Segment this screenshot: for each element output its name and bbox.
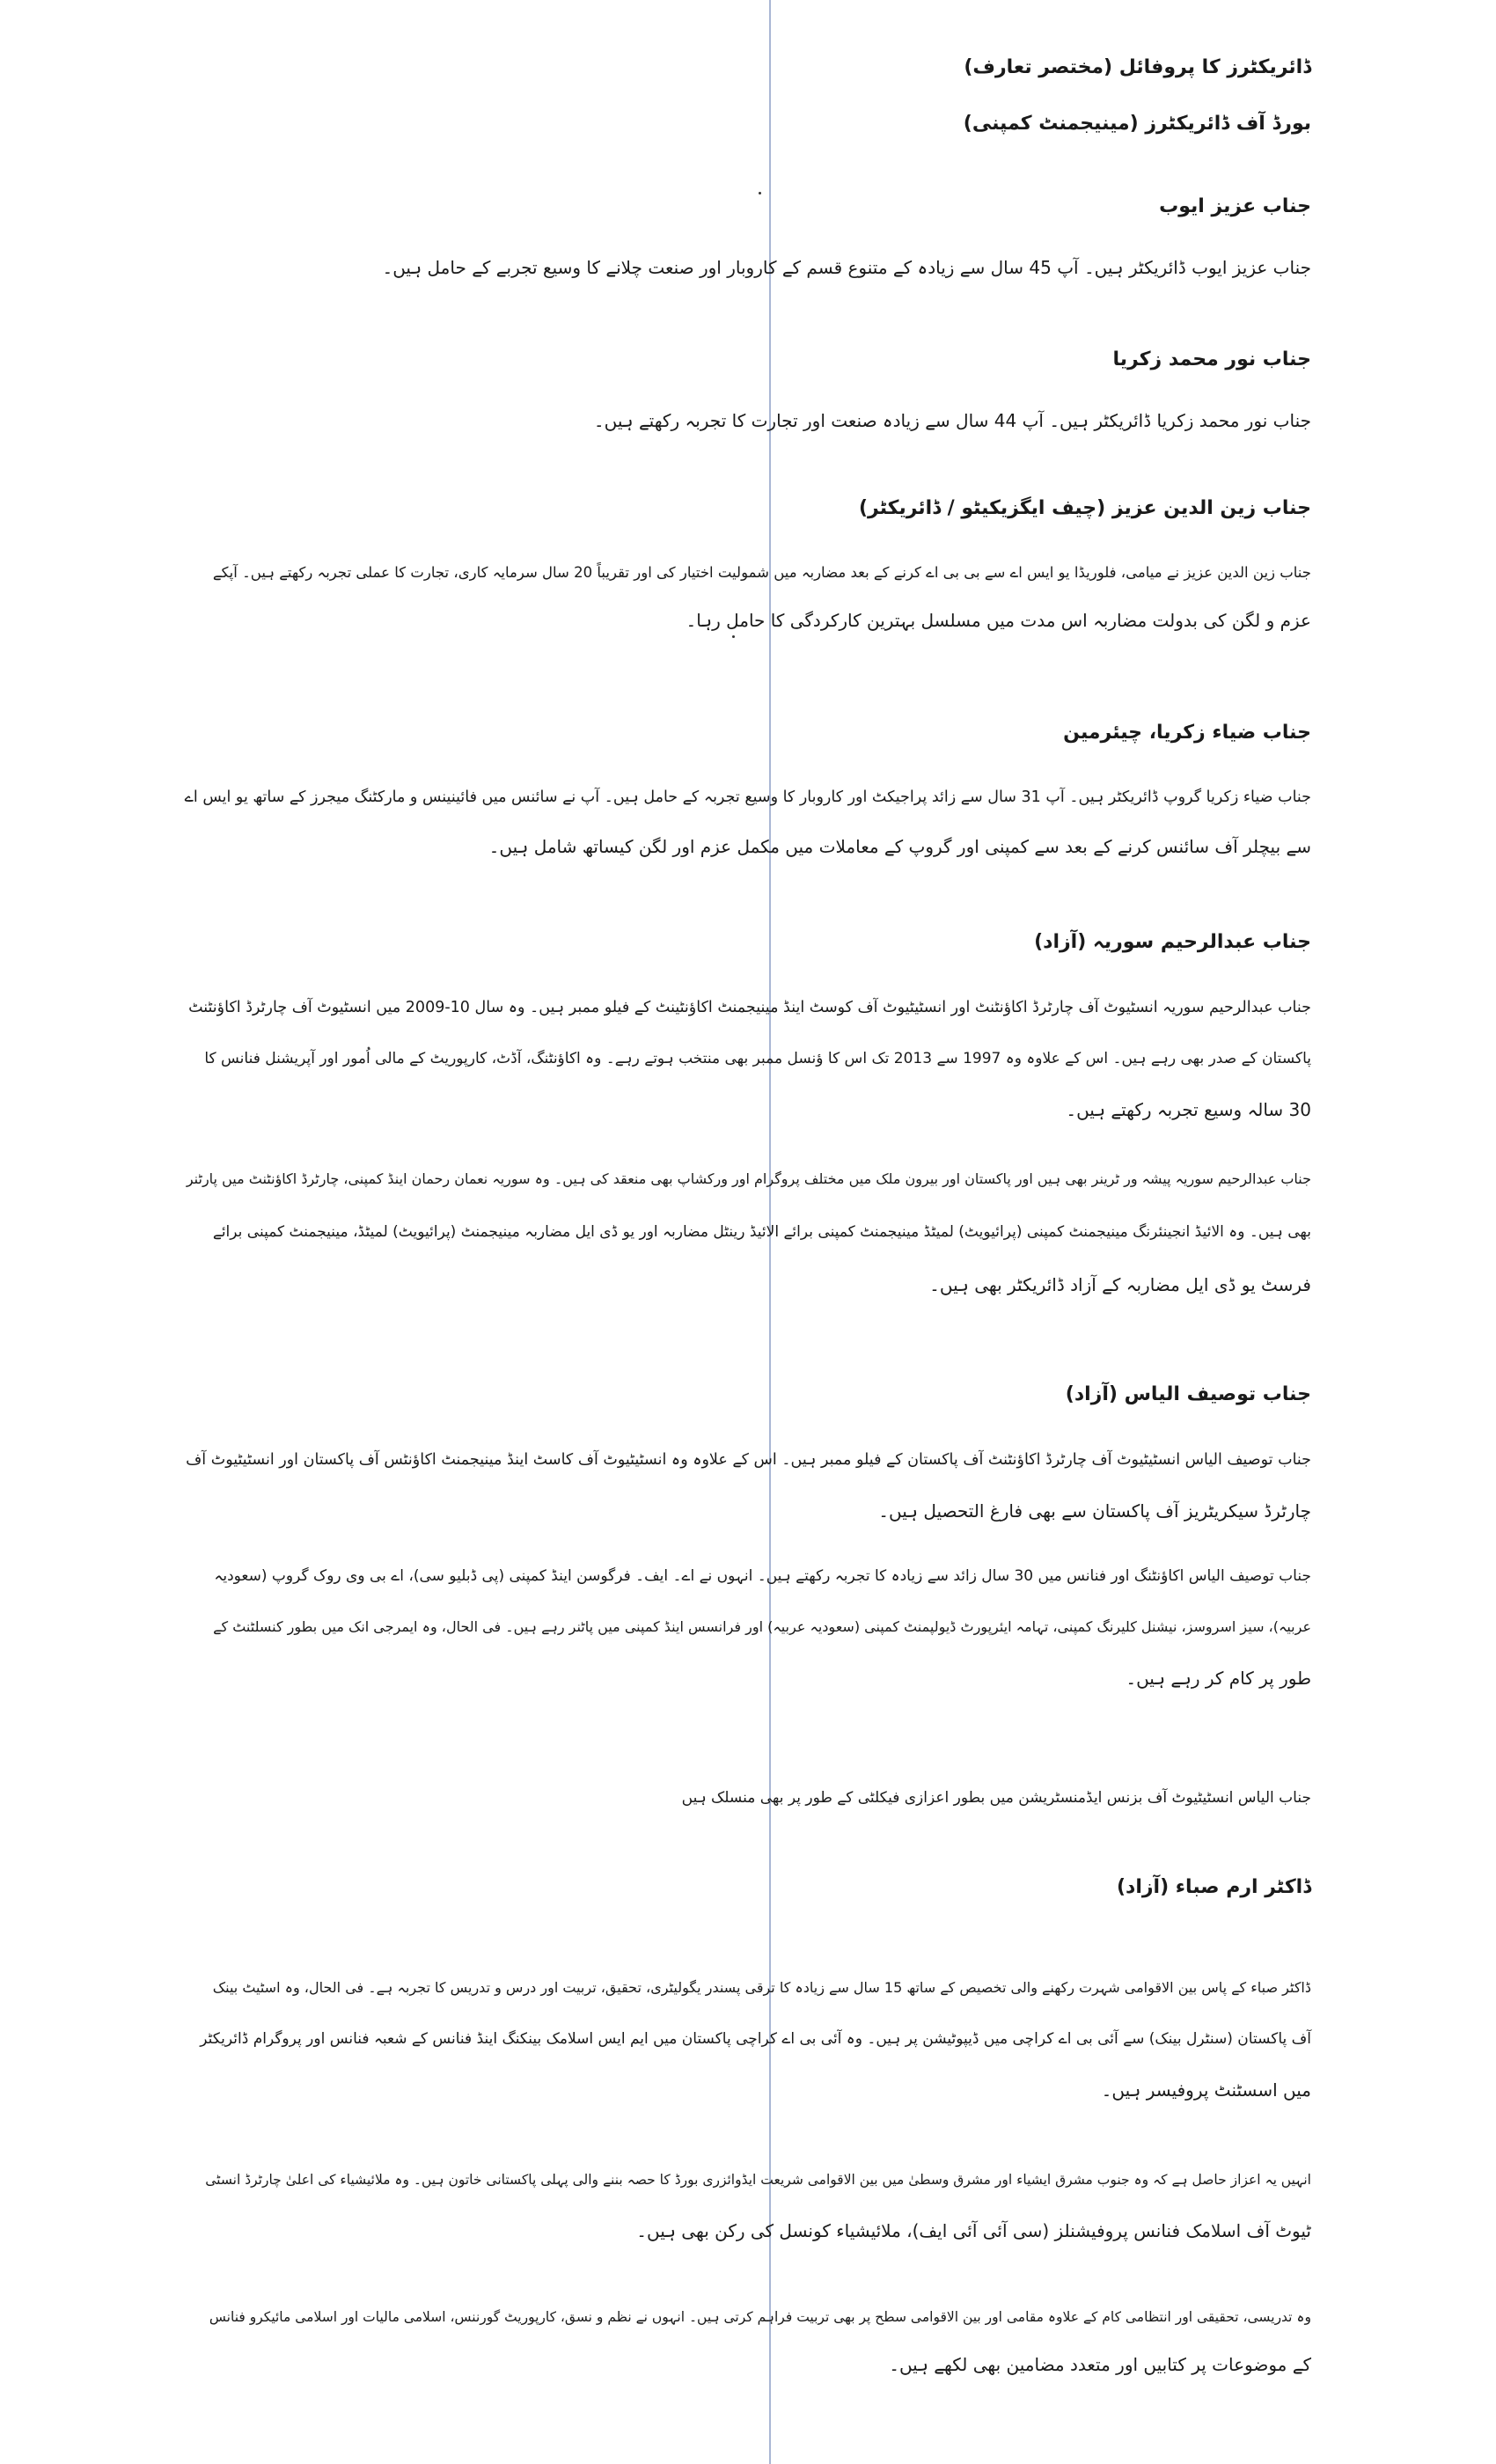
- zia-heading: جناب ضیاء زکریا، چیئرمین: [1063, 722, 1311, 744]
- saba-heading: ڈاکٹر ارم صباء (آزاد): [1117, 1876, 1311, 1898]
- rahim-line: جناب عبدالرحیم سوریہ پیشہ ور ٹرینر بھی ہیں اور پاکستان اور بیرون ملک میں مختلف پروگرام اور ورکشاپ بھی منعقد کی ہیں۔ وہ سوریہ نعمان رحمان اینڈ کمپنی، چارٹرڈ اکاؤنٹنٹ میں پارٹنر: [186, 1170, 1311, 1187]
- tauseef-line: طور پر کام کر رہے ہیں۔: [1126, 1668, 1311, 1689]
- saba-bio-2: [185, 2154, 1311, 2256]
- scan-speck: [759, 192, 761, 194]
- saba-line: کے موضوعات پر کتابیں اور متعدد مضامین بھی لکھے ہیں۔: [889, 2354, 1311, 2375]
- saba-line: وہ تدریسی، تحقیقی اور انتظامی کام کے علاوہ مقامی اور بین الاقوامی سطح پر بھی تربیت فراہم کرتی ہیں۔ انہوں نے نظم و نسق، کارپوریٹ گورننس، اسلامی مالیات اور اسلامی مائیکرو فنانس: [209, 2309, 1311, 2325]
- saba-bio-1: [185, 1962, 1311, 2116]
- rahim-bio-1: [185, 982, 1311, 1135]
- rahim-bio-2: [185, 1153, 1311, 1311]
- saba-line: انہیں یہ اعزاز حاصل ہے کہ وہ جنوب مشرق ایشیاء اور مشرق وسطیٰ میں بین الاقوامی شریعت ایڈوائزری بورڈ کا حصہ بننے والی پہلی پاکستانی خاتون ہیں۔ وہ ملائیشیاء کی اعلیٰ چارٹرڈ انسٹی: [205, 2172, 1311, 2188]
- rahim-heading: جناب عبدالرحیم سوریہ (آزاد): [1034, 931, 1311, 953]
- zain-bio: [185, 549, 1311, 644]
- rahim-line: جناب عبدالرحیم سوریہ انسٹیوٹ آف چارٹرڈ اکاؤنٹنٹ اور انسٹیٹیوٹ آف کوسٹ اینڈ مینیجمنٹ اکاؤنٹینٹ کے فیلو ممبر ہیں۔ وہ سال 10-2009 میں انسٹیوٹ آف چارٹرڈ اکاؤنٹنٹ: [188, 999, 1311, 1016]
- tauseef-line: چارٹرڈ سیکریٹریز آف پاکستان سے بھی فارغ التحصیل ہیں۔: [878, 1500, 1311, 1522]
- zain-line: جناب زین الدین عزیز نے میامی، فلوریڈا یو ایس اے سے بی بی اے کرنے کے بعد مضاربہ میں شمولیت اختیار کی اور تقریباً 20 سال سرمایہ کاری، تجارت کا عملی تجربہ رکھتے ہیں۔ آپکے: [212, 564, 1311, 581]
- tauseef-bio-1: [185, 1434, 1311, 1536]
- saba-line: ٹیوٹ آف اسلامک فنانس پروفیشنلز (سی آئی آئی ایف)، ملائیشیاء کونسل کی رکن بھی ہیں۔: [636, 2220, 1311, 2241]
- rahim-line: بھی ہیں۔ وہ الائیڈ انجینئرنگ مینیجمنٹ کمپنی (پرائیویٹ) لمیٹڈ مینیجمنٹ کمپنی برائے الائیڈ رینٹل مضاربہ اور یو ڈی ایل مضاربہ مینیجمنٹ (پرائیویٹ) لمیٹڈ، مینیجمنٹ کمپنی برائے: [212, 1223, 1311, 1241]
- saba-bio-3: [185, 2293, 1311, 2388]
- zia-line: سے بیچلر آف سائنس کرنے کے بعد سے کمپنی اور گروپ کے معاملات میں مکمل عزم اور لگن کیساتھ شامل ہیں۔: [488, 836, 1311, 857]
- tauseef-bio-3: جناب الیاس انسٹیٹیوٹ آف بزنس ایڈمنسٹریشن میں بطور اعزازی فیکلٹی کے طور پر بھی منسلک ہیں: [681, 1789, 1311, 1807]
- saba-line: ڈاکٹر صباء کے پاس بین الاقوامی شہرت رکھنے والی تخصیص کے ساتھ 15 سال سے زیادہ کا ترقی پسندر یگولیٹری، تحقیق، تربیت اور درس و تدریس کا تجربہ ہے۔ فی الحال، وہ اسٹیٹ بینک: [212, 1979, 1311, 1996]
- noor-bio: [185, 405, 1311, 436]
- zia-bio: [185, 773, 1311, 871]
- tauseef-line: عربیہ)، سیز اسروسز، نیشنل کلیرنگ کمپنی، تہامہ ایئرپورٹ ڈیولپمنٹ کمپنی (سعودیہ عربیہ) اور فرانسس اینڈ کمپنی میں پاٹنر رہے ہیں۔ فی الحال، وہ ایمرجی انک میں بطور کنسلٹنٹ کے: [213, 1618, 1311, 1635]
- rahim-line: 30 سالہ وسیع تجربہ رکھتے ہیں۔: [1066, 1099, 1311, 1120]
- zain-line: عزم و لگن کی بدولت مضاربہ اس مدت میں مسلسل بہترین کارکردگی کا حامل رہا۔: [686, 610, 1311, 631]
- tauseef-bio-2: [185, 1551, 1311, 1704]
- tauseef-line: جناب توصیف الیاس انسٹیٹیوٹ آف چارٹرڈ اکاؤنٹنٹ آف پاکستان کے فیلو ممبر ہیں۔ اس کے علاوہ وہ انسٹیٹیوٹ آف کاسٹ اینڈ مینیجمنٹ اکاؤنٹس آف پاکستان اور انسٹیٹیوٹ آف: [186, 1451, 1311, 1469]
- document-title: ڈائریکٹرز کا پروفائل (مختصر تعارف): [964, 56, 1311, 78]
- aziz-heading: جناب عزیز ایوب: [1159, 195, 1311, 217]
- rahim-line: پاکستان کے صدر بھی رہے ہیں۔ اس کے علاوہ وہ 1997 سے 2013 تک اس کا ؤنسل ممبر بھی منتخب ہوتے رہے۔ وہ اکاؤنٹنگ، آڈٹ، کارپوریٹ کے مالی اُمور اور آپریشنل فنانس کا: [204, 1050, 1311, 1067]
- tauseef-line: جناب توصیف الیاس اکاؤنٹنگ اور فنانس میں 30 سال زائد سے زیادہ کا تجربہ رکھتے ہیں۔ انہوں نے اے۔ ایف۔ فرگوسن اینڈ کمپنی (پی ڈبلیو سی)، اے بی وی روک گروپ (سعودیہ: [214, 1567, 1311, 1585]
- saba-line: آف پاکستان (سنٹرل بینک) سے آئی بی اے کراچی میں ڈیپوٹیشن پر ہیں۔ وہ آئی بی اے کراچی پاکستان میں ایم ایس اسلامک بینکنگ اینڈ فنانس کے شعبہ فنانس اور پروگرام ڈائریکٹر: [200, 2030, 1311, 2048]
- aziz-line: جناب عزیز ایوب ڈائریکٹر ہیں۔ آپ 45 سال سے زیادہ کے متنوع قسم کے کاروبار اور صنعت چلانے کا وسیع تجربے کے حامل ہیں۔: [382, 257, 1311, 278]
- zia-line: جناب ضیاء زکریا گروپ ڈائریکٹر ہیں۔ آپ 31 سال سے زائد پراجیکٹ اور کاروبار کا وسیع تجربہ کے حامل ہیں۔ آپ نے سائنس میں فائینینس و مارکٹنگ میجرز کے ساتھ یو ایس اے: [184, 788, 1311, 806]
- document-subtitle: بورڈ آف ڈائریکٹرز (مینیجمنٹ کمپنی): [963, 113, 1311, 135]
- noor-line: جناب نور محمد زکریا ڈائریکٹر ہیں۔ آپ 44 سال سے زیادہ صنعت اور تجارت کا تجربہ رکھتے ہیں۔: [593, 410, 1311, 431]
- noor-heading: جناب نور محمد زکریا: [1112, 348, 1311, 370]
- rahim-line: فرسٹ یو ڈی ایل مضاربہ کے آزاد ڈائریکٹر بھی ہیں۔: [929, 1274, 1311, 1295]
- saba-line: میں اسسٹنٹ پروفیسر ہیں۔: [1101, 2079, 1311, 2101]
- tauseef-heading: جناب توصیف الیاس (آزاد): [1065, 1383, 1311, 1405]
- zain-heading: جناب زین الدین عزیز (چیف ایگزیکیٹو / ڈائریکٹر): [858, 497, 1311, 519]
- aziz-bio: [185, 252, 1311, 283]
